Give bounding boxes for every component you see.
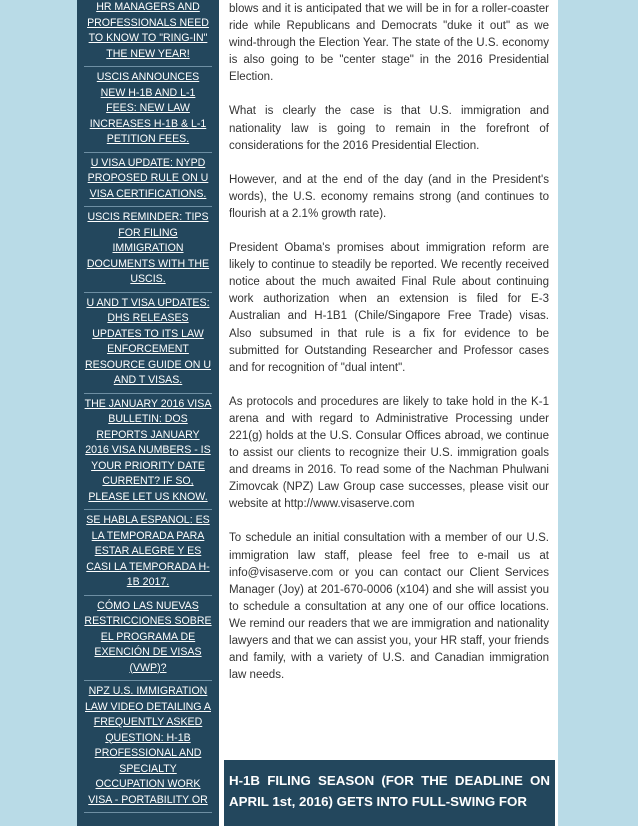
sidebar-article-list [77, 0, 219, 826]
sidebar-link-uscis-tips[interactable]: USCIS REMINDER: TIPS FOR FILING IMMIGRATION DOCUMENTS WITH THE USCIS. [84, 207, 212, 293]
sidebar-link-h1b-l1-fees[interactable]: USCIS ANNOUNCES NEW H-1B AND L-1 FEES: NEW LAW INCREASES H-1B & L-1 PETITION FEES. [84, 67, 212, 153]
sidebar-link-u-t-visa-updates[interactable]: U AND T VISA UPDATES: DHS RELEASES UPDATES TO ITS LAW ENFORCEMENT RESOURCE GUIDE ON U AND T VISAS. [84, 293, 212, 394]
sidebar-link-npz-video[interactable]: NPZ U.S. IMMIGRATION LAW VIDEO DETAILING A FREQUENTLY ASKED QUESTION: H-1B PROFESSIONAL AND SPECIALTY OCCUPATION WORK VISA - PORTABILITY OR [84, 681, 212, 813]
article-paragraph-final-rule: President Obama's promises about immigration reform are likely to continue to steadily be reported. We recently received notice about the much awaited Final Rule about continuing work authorization when an extension is filed for E-3 Australian and H-1B1 (Chile/Singapore Free Trade) visas. Also subsumed in that rule is a fix for evidence to be submitted for Outstanding Researcher and Professor cases and for recognition of "dual intent". [229, 242, 549, 374]
sidebar-link-vwp-restricciones[interactable]: CÓMO LAS NUEVAS RESTRICCIONES SOBRE EL PROGRAMA DE EXENCIÓN DE VISAS (VWP)? [84, 596, 212, 682]
article-paragraph-consultation: To schedule an initial consultation with a member of our U.S. immigration law staff, please feel free to e-mail us at info@visaserve.com or you can contact our Client Services Manager (Joy) at 201-670-0006 (x104) and she will assist you to schedule a consultation at any one of our office locations. We remind our readers that we are immigration and nationality lawyers and that we can assist you, your HR staff, your friends and family, with a variety of U.S. and Canadian immigration law needs. [229, 532, 549, 682]
article-body [229, 0, 549, 701]
section-heading-h1b-filing-season: H-1B FILING SEASON (FOR THE DEADLINE ON APRIL 1st, 2016) GETS INTO FULL-SWING FOR [224, 760, 555, 826]
article-paragraph-case-successes: As protocols and procedures are likely to take hold in the K-1 arena and with regard to Administrative Processing under 221(g) holds at the U.S. Consular Offices abroad, we continue to assist our clients to recognize their U.S. immigration goals and dreams in 2016. To read some of the Nachman Phulwani Zimovcak (NPZ) Law Group case successes, please visit our website at http://www.visaserve.com [229, 395, 549, 511]
article-paragraph-election: blows and it is anticipated that we will be in for a roller-coaster ride while Republicans and Democrats "duke it out" as we wind-through the Election Year. The state of the U.S. economy is also going to be "center stage" in the 2016 Presidential Election. [229, 3, 549, 84]
sidebar-link-se-habla-espanol[interactable]: SE HABLA ESPANOL: ES LA TEMPORADA PARA ESTAR ALEGRE Y ES CASI LA TEMPORADA H-1B 2017. [84, 510, 212, 596]
article-paragraph-economy: However, and at the end of the day (and in the President's words), the U.S. economy remains strong (and continues to flourish at a 2.1% growth rate). [229, 173, 549, 220]
sidebar-link-visa-bulletin[interactable]: THE JANUARY 2016 VISA BULLETIN: DOS REPORTS JANUARY 2016 VISA NUMBERS - IS YOUR PRIORITY DATE CURRENT? IF SO, PLEASE LET US KNOW. [84, 394, 212, 511]
article-paragraph-immigration-forefront: What is clearly the case is that U.S. immigration and nationality law is going to remain in the forefront of considerations for the 2016 Presidential Election. [229, 105, 549, 152]
sidebar-link-hr-managers[interactable]: HR MANAGERS AND PROFESSIONALS NEED TO KNOW TO "RING-IN" THE NEW YEAR! [84, 0, 212, 67]
sidebar-link-u-visa-nypd[interactable]: U VISA UPDATE: NYPD PROPOSED RULE ON U VISA CERTIFICATIONS. [84, 153, 212, 208]
